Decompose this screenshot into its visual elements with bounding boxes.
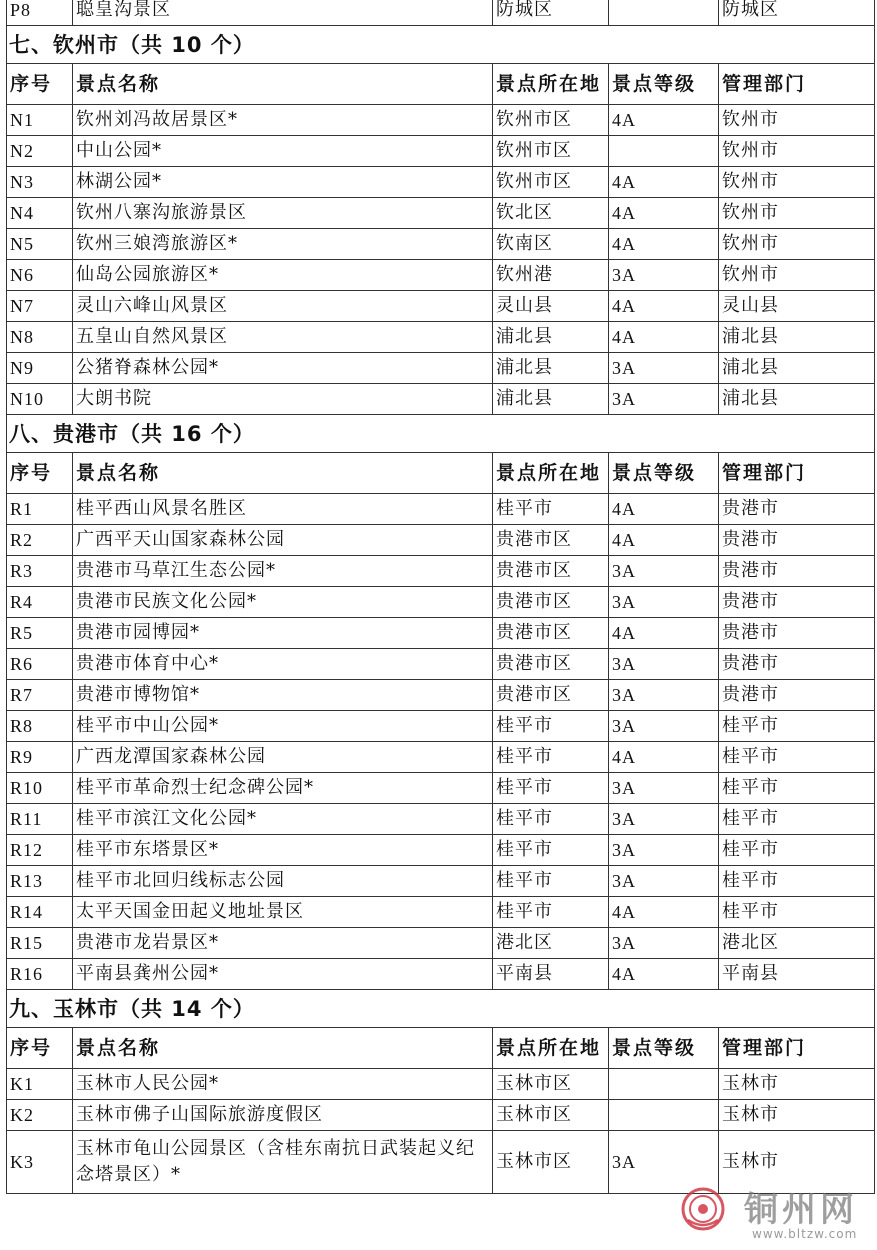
header-name: 景点名称 [73, 1028, 493, 1069]
row-location: 桂平市 [493, 711, 609, 742]
row-dept: 贵港市 [719, 556, 875, 587]
row-dept: 钦州市 [719, 260, 875, 291]
row-code: R9 [7, 742, 73, 773]
row-dept: 贵港市 [719, 649, 875, 680]
header-name: 景点名称 [73, 453, 493, 494]
row-name: 广西龙潭国家森林公园 [73, 742, 493, 773]
row-code: R6 [7, 649, 73, 680]
row-name: 钦州三娘湾旅游区* [73, 229, 493, 260]
row-level: 3A [609, 928, 719, 959]
row-name: 玉林市佛子山国际旅游度假区 [73, 1100, 493, 1131]
row-location: 浦北县 [493, 384, 609, 415]
row-location: 玉林市区 [493, 1069, 609, 1100]
header-row [7, 1028, 875, 1069]
row-location: 钦州港 [493, 260, 609, 291]
table-row [7, 0, 875, 26]
row-location: 桂平市 [493, 866, 609, 897]
row-dept: 防城区 [719, 0, 875, 26]
row-code: N5 [7, 229, 73, 260]
row-location: 平南县 [493, 959, 609, 990]
row-level: 3A [609, 680, 719, 711]
row-location: 钦北区 [493, 198, 609, 229]
row-code: R2 [7, 525, 73, 556]
row-code: R15 [7, 928, 73, 959]
table-row [7, 680, 875, 711]
row-code: R16 [7, 959, 73, 990]
row-level: 3A [609, 773, 719, 804]
row-dept: 桂平市 [719, 835, 875, 866]
row-code: R11 [7, 804, 73, 835]
row-dept: 灵山县 [719, 291, 875, 322]
table-row [7, 291, 875, 322]
row-code: N7 [7, 291, 73, 322]
row-dept: 浦北县 [719, 384, 875, 415]
row-level: 4A [609, 897, 719, 928]
table-row [7, 322, 875, 353]
row-level: 3A [609, 866, 719, 897]
row-dept: 玉林市 [719, 1100, 875, 1131]
row-location: 贵港市区 [493, 525, 609, 556]
table-row [7, 897, 875, 928]
row-name: 玉林市人民公园* [73, 1069, 493, 1100]
row-level: 4A [609, 525, 719, 556]
row-dept: 浦北县 [719, 353, 875, 384]
row-name: 五皇山自然风景区 [73, 322, 493, 353]
row-code: N8 [7, 322, 73, 353]
row-dept: 钦州市 [719, 198, 875, 229]
row-name: 平南县龚州公园* [73, 959, 493, 990]
table-row [7, 556, 875, 587]
row-name: 钦州八寨沟旅游景区 [73, 198, 493, 229]
table-row [7, 835, 875, 866]
section-title-row [7, 990, 875, 1028]
row-location: 贵港市区 [493, 680, 609, 711]
header-location: 景点所在地 [493, 453, 609, 494]
row-level: 4A [609, 494, 719, 525]
row-code: K3 [7, 1131, 73, 1194]
table-row [7, 136, 875, 167]
row-location: 贵港市区 [493, 649, 609, 680]
row-dept: 桂平市 [719, 711, 875, 742]
row-level: 3A [609, 587, 719, 618]
row-code: R5 [7, 618, 73, 649]
table-row [7, 742, 875, 773]
row-level: 4A [609, 291, 719, 322]
row-code: N3 [7, 167, 73, 198]
row-dept: 桂平市 [719, 804, 875, 835]
row-location: 桂平市 [493, 897, 609, 928]
row-level: 3A [609, 384, 719, 415]
row-location: 防城区 [493, 0, 609, 26]
row-level: 3A [609, 649, 719, 680]
table-row [7, 773, 875, 804]
row-dept: 玉林市 [719, 1131, 875, 1194]
header-level: 景点等级 [609, 1028, 719, 1069]
row-location: 桂平市 [493, 742, 609, 773]
table-row [7, 1069, 875, 1100]
row-dept: 浦北县 [719, 322, 875, 353]
row-level: 4A [609, 167, 719, 198]
table-row [7, 229, 875, 260]
row-location: 桂平市 [493, 494, 609, 525]
table-row [7, 587, 875, 618]
header-dept: 管理部门 [719, 1028, 875, 1069]
row-level: 4A [609, 322, 719, 353]
table-row [7, 711, 875, 742]
row-level: 3A [609, 711, 719, 742]
row-name: 桂平市北回归线标志公园 [73, 866, 493, 897]
section-title: 七、钦州市（共 10 个） [7, 26, 875, 64]
row-level: 4A [609, 229, 719, 260]
section-title-row [7, 26, 875, 64]
row-code: R8 [7, 711, 73, 742]
row-location: 桂平市 [493, 835, 609, 866]
header-code: 序号 [7, 1028, 73, 1069]
row-name: 桂平西山风景名胜区 [73, 494, 493, 525]
row-level [609, 1100, 719, 1131]
row-code: R13 [7, 866, 73, 897]
row-dept: 玉林市 [719, 1069, 875, 1100]
row-level: 3A [609, 804, 719, 835]
header-location: 景点所在地 [493, 64, 609, 105]
row-name: 太平天国金田起义地址景区 [73, 897, 493, 928]
row-location: 钦州市区 [493, 105, 609, 136]
row-code: R1 [7, 494, 73, 525]
table-row [7, 1131, 875, 1194]
row-name: 贵港市民族文化公园* [73, 587, 493, 618]
row-level: 4A [609, 198, 719, 229]
table-row [7, 353, 875, 384]
row-level [609, 0, 719, 26]
table-row [7, 198, 875, 229]
header-level: 景点等级 [609, 453, 719, 494]
row-dept: 贵港市 [719, 525, 875, 556]
row-location: 港北区 [493, 928, 609, 959]
row-code: N1 [7, 105, 73, 136]
row-level: 4A [609, 742, 719, 773]
row-name: 聪皇沟景区 [73, 0, 493, 26]
row-code: R4 [7, 587, 73, 618]
row-level: 3A [609, 835, 719, 866]
row-code: N2 [7, 136, 73, 167]
row-dept: 钦州市 [719, 167, 875, 198]
header-name: 景点名称 [73, 64, 493, 105]
row-name: 灵山六峰山风景区 [73, 291, 493, 322]
row-location: 贵港市区 [493, 618, 609, 649]
row-dept: 平南县 [719, 959, 875, 990]
header-code: 序号 [7, 453, 73, 494]
row-level: 4A [609, 959, 719, 990]
header-level: 景点等级 [609, 64, 719, 105]
header-code: 序号 [7, 64, 73, 105]
row-location: 玉林市区 [493, 1100, 609, 1131]
row-code: R10 [7, 773, 73, 804]
row-location: 钦州市区 [493, 167, 609, 198]
row-location: 桂平市 [493, 804, 609, 835]
row-dept: 港北区 [719, 928, 875, 959]
row-name: 玉林市龟山公园景区（含桂东南抗日武装起义纪念塔景区）* [73, 1131, 493, 1194]
row-name: 中山公园* [73, 136, 493, 167]
row-dept: 桂平市 [719, 742, 875, 773]
row-code: K1 [7, 1069, 73, 1100]
site-url: www.bltzw.com [752, 1227, 858, 1241]
row-dept: 桂平市 [719, 866, 875, 897]
section-title: 九、玉林市（共 14 个） [7, 990, 875, 1028]
row-level: 3A [609, 353, 719, 384]
scenic-spot-table [6, 0, 875, 1194]
header-dept: 管理部门 [719, 453, 875, 494]
section-title: 八、贵港市（共 16 个） [7, 415, 875, 453]
row-code: N10 [7, 384, 73, 415]
row-name: 仙岛公园旅游区* [73, 260, 493, 291]
row-name: 桂平市中山公园* [73, 711, 493, 742]
row-dept: 贵港市 [719, 618, 875, 649]
row-code: R14 [7, 897, 73, 928]
row-dept: 钦州市 [719, 136, 875, 167]
row-location: 贵港市区 [493, 587, 609, 618]
table-row [7, 105, 875, 136]
row-name: 林湖公园* [73, 167, 493, 198]
table-row [7, 959, 875, 990]
header-row [7, 64, 875, 105]
site-name: 铜州网 [744, 1190, 858, 1230]
row-name: 贵港市马草江生态公园* [73, 556, 493, 587]
row-dept: 钦州市 [719, 229, 875, 260]
row-dept: 贵港市 [719, 587, 875, 618]
row-code: K2 [7, 1100, 73, 1131]
row-code: P8 [7, 0, 73, 26]
header-location: 景点所在地 [493, 1028, 609, 1069]
row-level: 3A [609, 556, 719, 587]
row-level: 3A [609, 1131, 719, 1194]
row-location: 玉林市区 [493, 1131, 609, 1194]
table-row [7, 804, 875, 835]
table-row [7, 618, 875, 649]
row-location: 贵港市区 [493, 556, 609, 587]
row-name: 贵港市龙岩景区* [73, 928, 493, 959]
row-name: 桂平市革命烈士纪念碑公园* [73, 773, 493, 804]
row-level [609, 136, 719, 167]
row-name: 贵港市体育中心* [73, 649, 493, 680]
row-name: 桂平市东塔景区* [73, 835, 493, 866]
row-location: 钦南区 [493, 229, 609, 260]
table-row [7, 260, 875, 291]
row-code: R12 [7, 835, 73, 866]
row-location: 钦州市区 [493, 136, 609, 167]
table-row [7, 384, 875, 415]
row-level: 4A [609, 618, 719, 649]
row-code: R3 [7, 556, 73, 587]
table-row [7, 866, 875, 897]
row-code: N9 [7, 353, 73, 384]
row-level: 3A [609, 260, 719, 291]
row-name: 贵港市园博园* [73, 618, 493, 649]
row-dept: 贵港市 [719, 680, 875, 711]
row-location: 浦北县 [493, 353, 609, 384]
row-location: 桂平市 [493, 773, 609, 804]
row-name: 钦州刘冯故居景区* [73, 105, 493, 136]
row-dept: 桂平市 [719, 773, 875, 804]
table-row [7, 525, 875, 556]
section-title-row [7, 415, 875, 453]
row-code: N6 [7, 260, 73, 291]
row-code: N4 [7, 198, 73, 229]
table-row [7, 928, 875, 959]
row-location: 灵山县 [493, 291, 609, 322]
row-location: 浦北县 [493, 322, 609, 353]
row-name: 大朗书院 [73, 384, 493, 415]
row-name: 贵港市博物馆* [73, 680, 493, 711]
row-dept: 桂平市 [719, 897, 875, 928]
row-dept: 钦州市 [719, 105, 875, 136]
row-name: 桂平市滨江文化公园* [73, 804, 493, 835]
table-row [7, 494, 875, 525]
table-row [7, 1100, 875, 1131]
row-name: 公猪脊森林公园* [73, 353, 493, 384]
row-level [609, 1069, 719, 1100]
header-row [7, 453, 875, 494]
table-row [7, 649, 875, 680]
row-dept: 贵港市 [719, 494, 875, 525]
header-dept: 管理部门 [719, 64, 875, 105]
row-name: 广西平天山国家森林公园 [73, 525, 493, 556]
table-row [7, 167, 875, 198]
row-code: R7 [7, 680, 73, 711]
row-level: 4A [609, 105, 719, 136]
